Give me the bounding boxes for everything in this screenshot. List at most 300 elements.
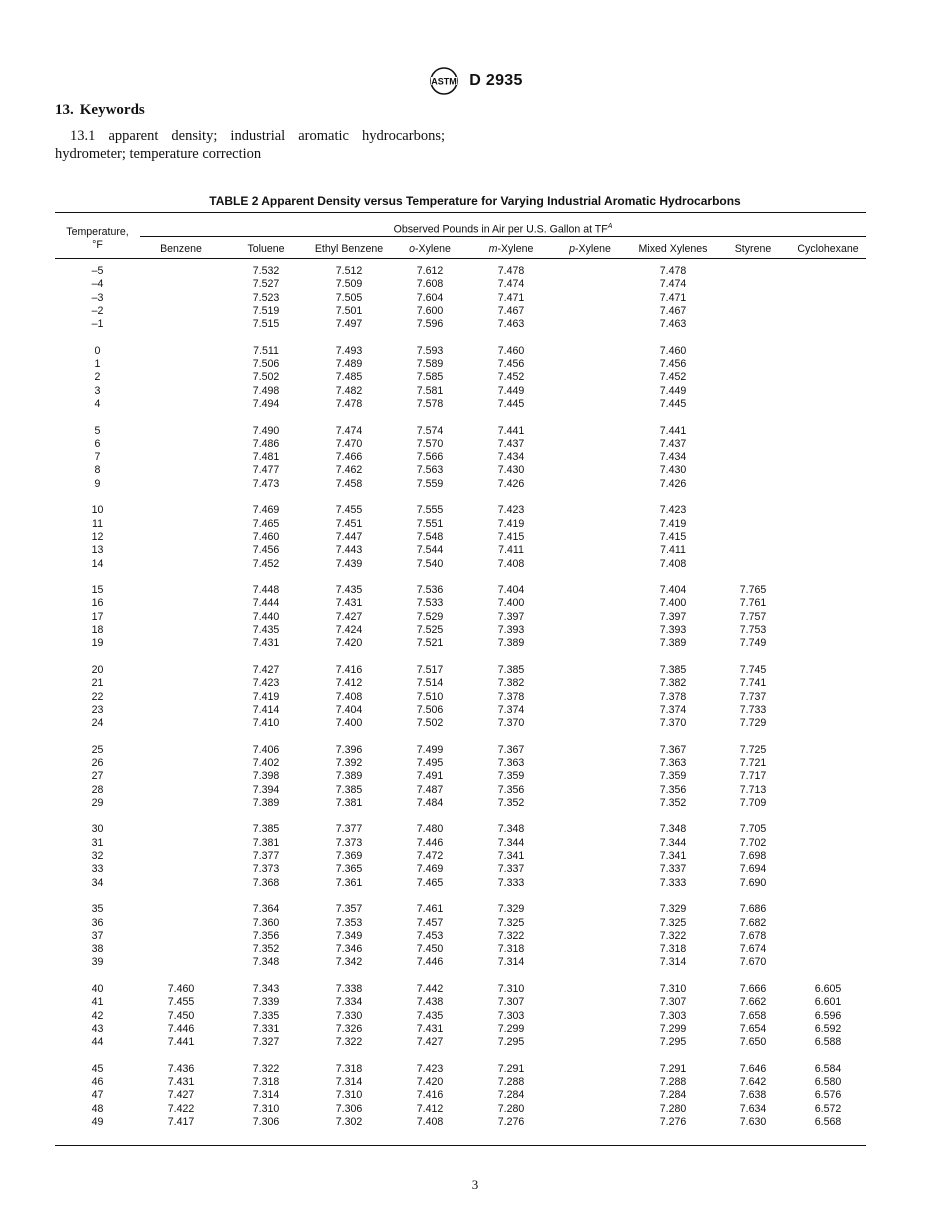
temperature-cell: 49 xyxy=(91,1116,104,1128)
density-cell: 7.442 xyxy=(416,983,444,996)
density-cell: 7.435 xyxy=(335,584,363,597)
density-cell xyxy=(790,398,866,411)
density-cell: 7.364 xyxy=(252,903,280,916)
density-cell: 7.729 xyxy=(739,717,767,730)
density-cell: 7.458 xyxy=(335,477,363,490)
temperature-cell: 17 xyxy=(91,610,104,623)
density-cell xyxy=(140,797,222,810)
temperature-cell: 16 xyxy=(91,597,104,610)
density-cell: 7.463 xyxy=(497,318,525,331)
density-cell xyxy=(790,850,866,863)
density-cell xyxy=(550,837,630,850)
density-cell: 7.511 xyxy=(253,344,279,357)
density-cell xyxy=(550,385,630,398)
table-row xyxy=(55,744,866,757)
table-row xyxy=(55,597,866,610)
table-row xyxy=(55,677,866,690)
density-cell: 7.385 xyxy=(659,663,687,676)
density-cell xyxy=(790,385,866,398)
density-cell: 7.452 xyxy=(252,557,280,570)
table-row xyxy=(55,956,866,969)
density-cell: 7.451 xyxy=(335,517,363,530)
density-cell: 7.469 xyxy=(252,504,280,517)
density-cell: 7.310 xyxy=(335,1089,363,1102)
density-cell: 7.424 xyxy=(335,624,363,637)
density-cell: 7.342 xyxy=(335,956,363,969)
density-cell xyxy=(790,278,866,291)
density-cell: 6.588 xyxy=(814,1036,842,1049)
density-cell: 7.318 xyxy=(659,943,687,956)
density-cell: 7.491 xyxy=(416,770,444,783)
density-cell xyxy=(790,478,866,491)
density-cell xyxy=(790,425,866,438)
temperature-cell: 7 xyxy=(94,451,101,464)
density-cell: 7.490 xyxy=(252,424,280,437)
density-cell: 7.370 xyxy=(659,717,687,730)
density-cell: 7.408 xyxy=(335,690,363,703)
column-header: Cyclohexane xyxy=(790,241,866,259)
density-cell: 7.343 xyxy=(252,983,280,996)
density-cell: 7.359 xyxy=(659,770,687,783)
group-spacer xyxy=(55,411,866,424)
density-cell: 7.417 xyxy=(167,1116,195,1128)
density-cell: 7.506 xyxy=(252,358,280,371)
temperature-cell: 39 xyxy=(91,956,104,969)
density-cell xyxy=(550,425,630,438)
density-cell xyxy=(550,398,630,411)
temperature-cell: 5 xyxy=(94,424,101,437)
density-cell: 7.370 xyxy=(497,717,525,730)
group-spacer xyxy=(55,331,866,344)
density-cell xyxy=(790,784,866,797)
density-cell: 7.460 xyxy=(497,344,525,357)
density-cell xyxy=(140,544,222,557)
density-cell xyxy=(790,318,866,331)
density-cell xyxy=(790,744,866,757)
density-cell: 7.559 xyxy=(416,477,444,490)
density-cell: 7.495 xyxy=(416,756,444,769)
density-cell: 7.306 xyxy=(252,1116,280,1128)
density-cell xyxy=(550,504,630,517)
density-cell xyxy=(140,943,222,956)
temperature-cell: 11 xyxy=(92,517,103,530)
density-cell: 7.502 xyxy=(416,717,444,730)
temperature-cell: 44 xyxy=(91,1036,104,1049)
density-cell xyxy=(716,558,790,571)
density-cell xyxy=(550,943,630,956)
density-cell xyxy=(790,837,866,850)
density-cell: 7.450 xyxy=(167,1009,195,1022)
table-row xyxy=(55,278,866,291)
density-cell: 7.574 xyxy=(416,424,444,437)
temperature-cell: 18 xyxy=(91,624,104,637)
density-cell: 7.307 xyxy=(659,996,687,1009)
temperature-cell: 27 xyxy=(91,770,104,783)
density-cell xyxy=(550,1023,630,1036)
table-row xyxy=(55,784,866,797)
density-cell: 7.357 xyxy=(335,903,363,916)
density-cell xyxy=(716,464,790,477)
density-cell xyxy=(790,451,866,464)
density-cell xyxy=(140,903,222,916)
density-cell: 7.682 xyxy=(739,916,767,929)
density-cell: 7.674 xyxy=(739,943,767,956)
density-cell xyxy=(550,744,630,757)
density-cell xyxy=(140,292,222,305)
density-cell xyxy=(716,478,790,491)
density-cell: 6.580 xyxy=(814,1076,842,1089)
density-cell: 7.447 xyxy=(335,530,363,543)
density-cell: 7.303 xyxy=(497,1009,525,1022)
density-cell xyxy=(790,903,866,916)
temperature-cell: 37 xyxy=(91,929,104,942)
density-cell xyxy=(140,624,222,637)
density-cell: 7.658 xyxy=(739,1009,767,1022)
density-cell: 7.423 xyxy=(252,677,280,690)
density-cell: 7.314 xyxy=(252,1089,280,1102)
density-cell xyxy=(550,637,630,650)
density-cell xyxy=(550,464,630,477)
density-cell: 7.303 xyxy=(659,1009,687,1022)
density-cell xyxy=(140,385,222,398)
density-cell: 7.431 xyxy=(167,1076,195,1089)
density-cell: 7.698 xyxy=(739,850,767,863)
density-cell xyxy=(140,930,222,943)
density-cell: 7.434 xyxy=(497,451,525,464)
density-cell: 7.400 xyxy=(497,597,525,610)
table-row xyxy=(55,757,866,770)
density-cell: 7.435 xyxy=(416,1009,444,1022)
density-cell: 7.322 xyxy=(335,1036,363,1049)
density-cell xyxy=(140,584,222,597)
density-cell: 7.341 xyxy=(497,850,525,863)
density-cell: 7.638 xyxy=(739,1089,767,1102)
density-cell: 7.733 xyxy=(739,703,767,716)
temperature-cell: 24 xyxy=(91,717,104,730)
density-cell: 7.482 xyxy=(335,384,363,397)
density-cell: 7.284 xyxy=(659,1089,687,1102)
density-cell: 7.604 xyxy=(416,291,444,304)
density-cell xyxy=(790,345,866,358)
temperature-cell: 12 xyxy=(91,530,104,543)
density-cell: 7.348 xyxy=(497,823,525,836)
table-row xyxy=(55,584,866,597)
density-cell: 7.291 xyxy=(497,1062,525,1075)
density-cell xyxy=(790,265,866,278)
group-spacer xyxy=(55,1050,866,1063)
density-cell: 7.515 xyxy=(252,318,280,331)
density-cell: 7.416 xyxy=(335,663,363,676)
density-cell: 7.427 xyxy=(335,610,363,623)
observed-header: Observed Pounds in Air per U.S. Gallon at $TF^A$ xyxy=(140,213,866,241)
temperature-cell: 26 xyxy=(91,756,104,769)
density-cell xyxy=(140,464,222,477)
temperature-cell: 40 xyxy=(91,983,104,996)
table-row xyxy=(55,823,866,836)
table-row xyxy=(55,624,866,637)
density-cell: 7.367 xyxy=(659,743,687,756)
density-cell xyxy=(716,278,790,291)
density-cell: 7.352 xyxy=(252,943,280,956)
density-cell: 7.705 xyxy=(739,823,767,836)
density-cell: 7.467 xyxy=(497,304,525,317)
density-cell: 7.529 xyxy=(416,610,444,623)
density-cell: 7.523 xyxy=(252,291,280,304)
column-header: Ethyl Benzene xyxy=(310,241,388,259)
temperature-cell: 19 xyxy=(91,637,104,650)
density-cell xyxy=(550,903,630,916)
density-cell: 7.761 xyxy=(739,597,767,610)
density-cell: 7.295 xyxy=(497,1036,525,1049)
table-row xyxy=(55,464,866,477)
density-cell xyxy=(550,558,630,571)
density-cell: 7.441 xyxy=(497,424,525,437)
density-cell: 7.725 xyxy=(739,743,767,756)
density-cell: 7.551 xyxy=(416,517,444,530)
density-cell xyxy=(140,863,222,876)
temperature-cell: 42 xyxy=(91,1009,104,1022)
temperature-cell: –2 xyxy=(91,304,104,317)
density-cell xyxy=(140,597,222,610)
density-cell xyxy=(550,797,630,810)
density-cell: 7.419 xyxy=(497,517,525,530)
table-row xyxy=(55,770,866,783)
density-cell: 7.449 xyxy=(659,384,687,397)
density-cell: 7.460 xyxy=(167,983,195,996)
density-cell xyxy=(790,544,866,557)
temperature-cell: 28 xyxy=(91,783,104,796)
density-cell xyxy=(140,345,222,358)
table-row xyxy=(55,1036,866,1049)
temperature-cell: 41 xyxy=(91,996,104,1009)
density-cell xyxy=(140,278,222,291)
density-cell xyxy=(790,930,866,943)
density-cell: 7.596 xyxy=(416,318,444,331)
table-row xyxy=(55,1023,866,1036)
density-cell: 7.378 xyxy=(497,690,525,703)
density-cell: 7.446 xyxy=(416,836,444,849)
density-cell: 7.393 xyxy=(497,624,525,637)
density-cell xyxy=(140,558,222,571)
density-cell xyxy=(550,624,630,637)
density-cell: 7.450 xyxy=(416,943,444,956)
density-cell xyxy=(716,345,790,358)
density-cell: 7.469 xyxy=(416,863,444,876)
density-cell: 7.440 xyxy=(252,610,280,623)
table-row xyxy=(55,797,866,810)
density-cell: 7.430 xyxy=(659,464,687,477)
density-cell xyxy=(550,704,630,717)
density-cell: 7.400 xyxy=(335,717,363,730)
density-cell: 7.448 xyxy=(252,584,280,597)
density-cell: 7.446 xyxy=(167,1022,195,1035)
density-cell: 7.307 xyxy=(497,996,525,1009)
density-cell: 7.325 xyxy=(497,916,525,929)
density-cell: 7.314 xyxy=(659,956,687,969)
density-cell xyxy=(790,823,866,836)
density-cell: 7.434 xyxy=(659,451,687,464)
density-cell: 7.439 xyxy=(335,557,363,570)
density-cell: 7.471 xyxy=(659,291,687,304)
density-cell: 7.346 xyxy=(335,943,363,956)
density-cell: 7.517 xyxy=(416,663,444,676)
density-cell xyxy=(140,265,222,278)
density-cell xyxy=(140,318,222,331)
table-row xyxy=(55,292,866,305)
density-cell: 7.486 xyxy=(252,437,280,450)
density-cell xyxy=(140,611,222,624)
group-spacer xyxy=(55,491,866,504)
density-cell xyxy=(716,305,790,318)
density-cell: 7.302 xyxy=(335,1116,363,1128)
density-cell xyxy=(550,278,630,291)
density-cell xyxy=(790,877,866,890)
table-row xyxy=(55,996,866,1009)
density-cell: 7.533 xyxy=(416,597,444,610)
density-cell: 7.368 xyxy=(252,876,280,889)
column-header: p-Xylene xyxy=(550,241,630,259)
density-cell: 7.397 xyxy=(497,610,525,623)
temperature-cell: 48 xyxy=(91,1102,104,1115)
column-header: m-Xylene xyxy=(472,241,550,259)
density-cell: 7.585 xyxy=(416,371,444,384)
density-cell: 6.596 xyxy=(814,1009,842,1022)
table-row xyxy=(55,1076,866,1089)
density-cell: 7.377 xyxy=(335,823,363,836)
density-cell: 7.474 xyxy=(659,278,687,291)
density-cell xyxy=(790,797,866,810)
density-cell xyxy=(140,770,222,783)
density-cell: 7.612 xyxy=(416,265,444,277)
density-cell xyxy=(790,584,866,597)
density-cell: 7.465 xyxy=(252,517,280,530)
density-cell: 7.415 xyxy=(659,530,687,543)
density-cell xyxy=(716,438,790,451)
table-row xyxy=(55,398,866,411)
table-row xyxy=(55,1116,866,1129)
density-cell xyxy=(716,531,790,544)
density-cell xyxy=(790,358,866,371)
temperature-cell: 45 xyxy=(91,1062,104,1075)
density-cell: 7.426 xyxy=(659,477,687,490)
density-cell: 7.662 xyxy=(739,996,767,1009)
density-cell: 6.601 xyxy=(814,996,842,1009)
temperature-cell: 25 xyxy=(91,743,104,756)
density-cell: 7.348 xyxy=(659,823,687,836)
density-cell xyxy=(790,770,866,783)
density-cell: 7.359 xyxy=(497,770,525,783)
density-cell: 7.630 xyxy=(739,1116,767,1128)
density-cell: 7.404 xyxy=(659,584,687,597)
density-cell: 7.462 xyxy=(335,464,363,477)
section-body: 13.1 apparent density; industrial aromatic hydrocarbons; hydrometer; temperature correction xyxy=(55,128,445,162)
density-cell: 7.288 xyxy=(659,1076,687,1089)
section-heading xyxy=(55,102,151,119)
density-cell: 7.352 xyxy=(497,796,525,809)
density-cell: 7.478 xyxy=(659,265,687,277)
density-cell: 7.514 xyxy=(416,677,444,690)
density-cell: 7.437 xyxy=(497,437,525,450)
density-cell xyxy=(550,438,630,451)
density-cell xyxy=(550,544,630,557)
density-cell xyxy=(790,305,866,318)
table-row xyxy=(55,691,866,704)
density-cell: 7.510 xyxy=(416,690,444,703)
density-cell: 7.408 xyxy=(497,557,525,570)
density-cell xyxy=(550,823,630,836)
density-cell: 7.532 xyxy=(252,265,280,277)
density-cell: 7.314 xyxy=(497,956,525,969)
density-cell: 7.512 xyxy=(335,265,363,277)
density-cell: 7.445 xyxy=(659,397,687,410)
density-cell: 7.578 xyxy=(416,397,444,410)
density-cell: 7.374 xyxy=(497,703,525,716)
density-cell xyxy=(140,504,222,517)
table-row xyxy=(55,717,866,730)
table-bottom-rule xyxy=(55,1145,866,1146)
section-number: 13. xyxy=(55,102,74,118)
density-cell: 7.498 xyxy=(252,384,280,397)
temperature-cell: 1 xyxy=(94,358,101,371)
density-cell xyxy=(550,518,630,531)
density-cell: 7.377 xyxy=(252,850,280,863)
column-header: Benzene xyxy=(140,241,222,259)
density-cell: 7.453 xyxy=(416,929,444,942)
density-cell: 7.360 xyxy=(252,916,280,929)
density-cell: 7.276 xyxy=(497,1116,525,1128)
density-cell xyxy=(140,398,222,411)
density-cell xyxy=(716,398,790,411)
density-cell: 7.389 xyxy=(335,770,363,783)
table-row xyxy=(55,704,866,717)
density-cell: 7.392 xyxy=(335,756,363,769)
density-cell: 7.460 xyxy=(252,530,280,543)
density-cell: 7.422 xyxy=(167,1102,195,1115)
density-cell: 7.678 xyxy=(739,929,767,942)
density-cell xyxy=(716,504,790,517)
temperature-cell: 29 xyxy=(91,796,104,809)
temperature-cell: 10 xyxy=(91,504,104,517)
temperature-cell: 43 xyxy=(91,1022,104,1035)
density-cell xyxy=(550,478,630,491)
group-spacer xyxy=(55,651,866,664)
density-cell: 7.363 xyxy=(659,756,687,769)
density-cell: 7.431 xyxy=(252,637,280,650)
density-cell: 7.441 xyxy=(167,1036,195,1049)
density-cell: 7.501 xyxy=(335,304,363,317)
density-cell: 7.686 xyxy=(739,903,767,916)
density-cell: 7.449 xyxy=(497,384,525,397)
density-cell xyxy=(790,863,866,876)
table-row xyxy=(55,917,866,930)
density-cell xyxy=(790,518,866,531)
density-cell xyxy=(716,385,790,398)
density-cell: 7.478 xyxy=(497,265,525,277)
temperature-cell: 32 xyxy=(91,850,104,863)
density-cell: 7.765 xyxy=(739,584,767,597)
density-cell: 7.423 xyxy=(497,504,525,517)
density-cell: 7.411 xyxy=(498,544,524,557)
density-cell: 7.356 xyxy=(659,783,687,796)
density-cell xyxy=(140,850,222,863)
density-table xyxy=(55,213,866,1129)
density-cell: 7.322 xyxy=(252,1062,280,1075)
table-row xyxy=(55,451,866,464)
density-cell: 6.572 xyxy=(814,1102,842,1115)
density-cell xyxy=(550,983,630,996)
density-cell: 7.310 xyxy=(659,983,687,996)
temperature-cell: 2 xyxy=(94,371,101,384)
